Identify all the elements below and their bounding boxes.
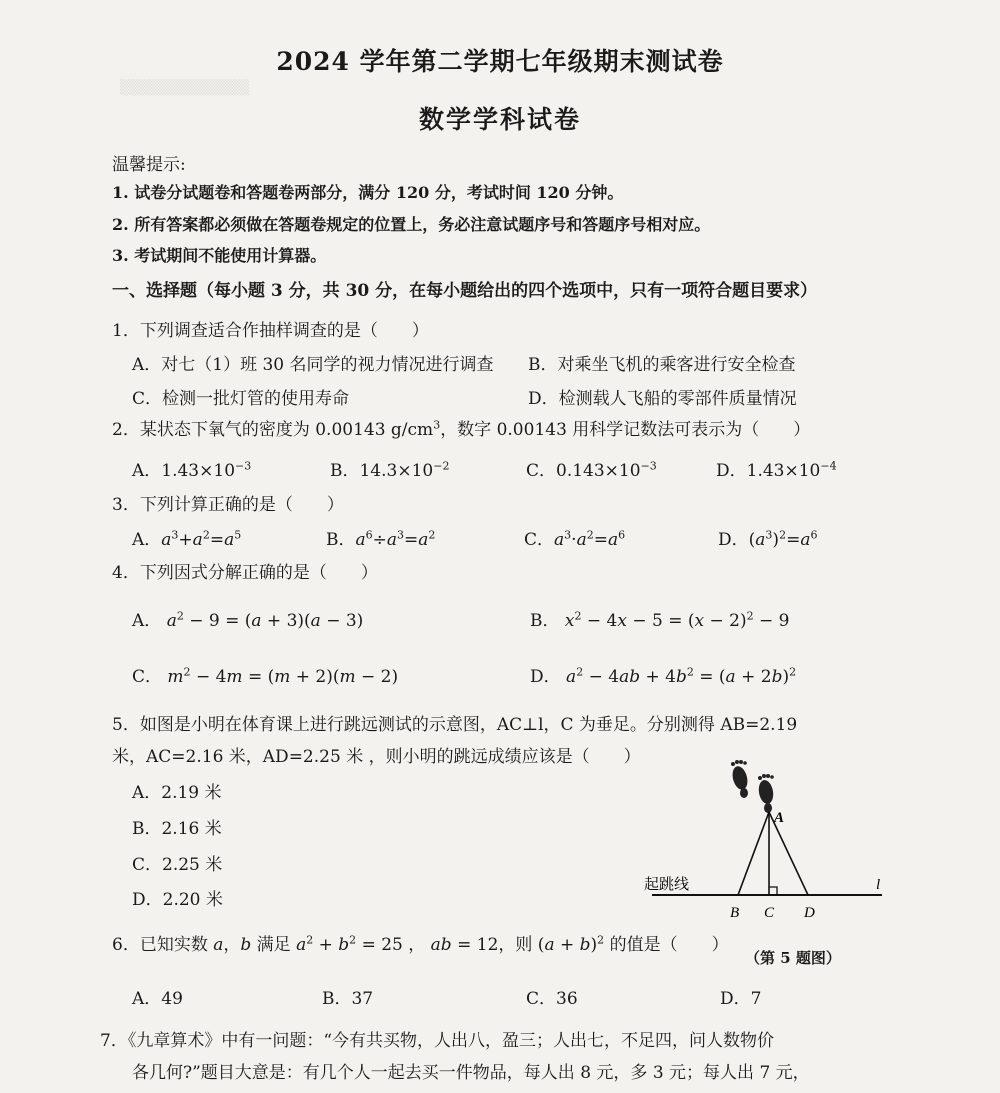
q5-option-b: B．2.16 米: [132, 819, 222, 839]
q3-option-b: B．$a^6\div a^3=a^2$: [326, 528, 436, 550]
q2-option-b: B．$14.3\times 10^{-2}$: [330, 459, 450, 481]
q6-option-d: D．7: [720, 989, 762, 1009]
q1-option-b: B．对乘坐飞机的乘客进行安全检查: [528, 355, 796, 375]
point-b-label: B: [730, 905, 740, 921]
notice-item: 2. 所有答案都必须做在答题卷规定的位置上，务必注意试题序号和答题序号相对应。: [112, 215, 711, 234]
notice-heading: 温馨提示:: [112, 155, 186, 175]
q3-option-c: C．$a^3\cdot a^2=a^6$: [524, 528, 626, 550]
question-6-stem: 6．已知实数 a，b 满足 $a^2 + b^2 = 25$ ， ab = 12，则 $(a + b)^2$ 的值是（ ）: [112, 933, 729, 955]
q2-option-c: C．$0.143\times 10^{-3}$: [526, 459, 657, 481]
exam-subtitle: 数学学科试卷: [418, 105, 581, 134]
q2-option-a: A．$1.43\times 10^{-3}$: [132, 459, 252, 481]
q1-option-a: A．对七（1）班 30 名同学的视力情况进行调查: [132, 355, 494, 375]
question-5-stem-line2: 米，AC=2.16 米，AD=2.25 米 ，则小明的跳远成绩应该是（ ）: [112, 747, 641, 767]
q3-option-a: A．$a^3+a^2=a^5$: [132, 528, 242, 550]
q4-option-b: B． $x^2 - 4x - 5 = (x - 2)^2 - 9$: [530, 609, 790, 631]
figure-caption: （第 5 题图）: [745, 949, 841, 967]
notice-item: 1. 试卷分试题卷和答题卷两部分，满分 120 分，考试时间 120 分钟。: [112, 183, 624, 202]
exam-title: 2024 学年第二学期七年级期末测试卷: [276, 47, 724, 76]
footprint-icon: [730, 760, 750, 798]
q4-option-c: C． $m^2 - 4m = (m + 2)(m - 2)$: [132, 665, 399, 687]
point-a-label: A: [774, 810, 785, 826]
point-d-label: D: [804, 905, 815, 921]
q6-option-c: C．36: [526, 989, 578, 1009]
notice-item: 3. 考试期间不能使用计算器。: [112, 246, 327, 265]
bleed-through-text: ▒▒▒▒▒▒▒▒▒▒▒▒: [120, 80, 250, 96]
q5-option-d: D．2.20 米: [132, 890, 223, 910]
segment-ab: [738, 812, 769, 895]
q5-option-a: A．2.19 米: [132, 783, 222, 803]
q1-option-d: D．检测载人飞船的零部件质量情况: [528, 389, 797, 409]
q4-option-a: A． $a^2 - 9 = (a + 3)(a - 3)$: [132, 609, 364, 631]
section-heading: 一、选择题（每小题 3 分，共 30 分，在每小题给出的四个选项中，只有一项符合题目要求）: [112, 281, 818, 301]
right-angle-mark: [769, 887, 777, 895]
question-2-stem: 2．某状态下氧气的密度为 0.00143 $g/cm^3$，数字 0.00143 用科学记数法可表示为（ ）: [112, 418, 811, 440]
question-3-stem: 3．下列计算正确的是（ ）: [112, 495, 344, 515]
line-l-label: l: [876, 877, 881, 893]
q6-option-a: A．49: [132, 989, 183, 1009]
q5-option-c: C．2.25 米: [132, 855, 223, 875]
q2-option-d: D．$1.43\times 10^{-4}$: [716, 459, 837, 481]
q1-option-c: C．检测一批灯管的使用寿命: [132, 389, 350, 409]
q3-option-d: D．$(a^3)^2=a^6$: [718, 528, 818, 550]
footprint-icon: [757, 774, 775, 813]
question-4-stem: 4．下列因式分解正确的是（ ）: [112, 563, 378, 583]
question-1-stem: 1．下列调查适合作抽样调查的是（ ）: [112, 321, 429, 341]
point-c-label: C: [764, 905, 775, 921]
takeoff-line-label: 起跳线: [644, 875, 690, 893]
question-7-line1: 7．《九章算术》中有一问题：“今有共买物，人出八，盈三；人出七，不足四，问人数物价: [100, 1031, 775, 1051]
question-7-line2: 各几何?”题目大意是：有几个人一起去买一件物品，每人出 8 元，多 3 元；每人出 7 元，: [132, 1063, 810, 1083]
q6-option-b: B．37: [322, 989, 374, 1009]
long-jump-figure: [630, 750, 900, 930]
q4-option-d: D． $a^2 - 4ab + 4b^2 = (a + 2b)^2$: [530, 665, 797, 687]
question-5-stem-line1: 5．如图是小明在体育课上进行跳远测试的示意图，AC⊥l，C 为垂足。分别测得 AB=2.19: [112, 715, 798, 735]
